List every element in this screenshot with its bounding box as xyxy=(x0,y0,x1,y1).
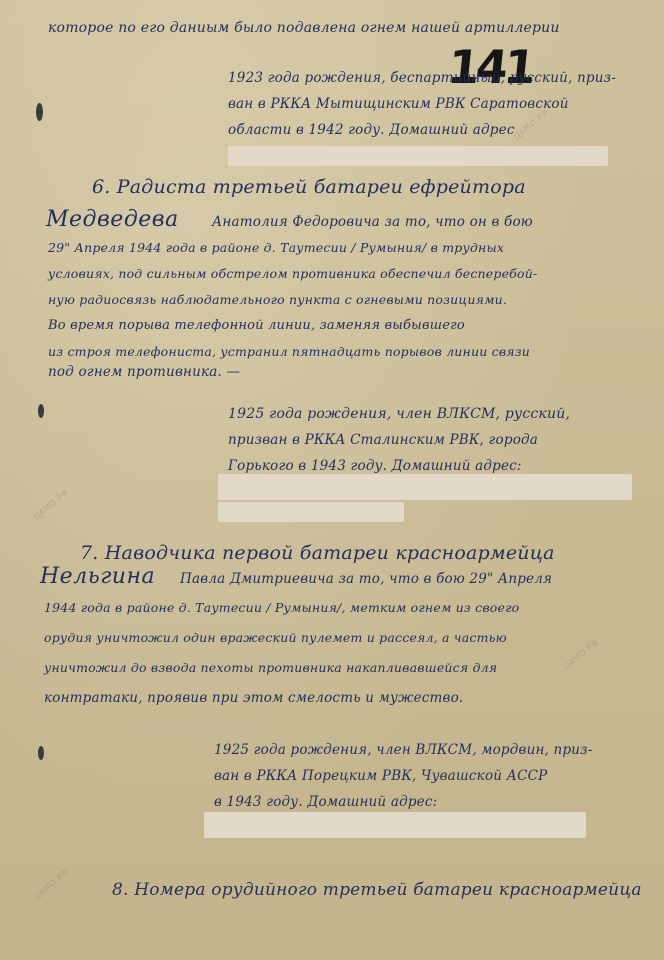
bio-line: в 1943 году. Домашний адрес: xyxy=(214,794,438,810)
body-line: 29" Апреля 1944 года в районе д. Таутесии / Румыния/ в трудных xyxy=(48,240,505,255)
watermark: ЦАМО РФ xyxy=(32,487,71,522)
redaction xyxy=(218,474,632,500)
bio-line: 1923 года рождения, беспартийный, русский, приз- xyxy=(228,70,616,86)
body-line: контратаки, проявив при этом смелость и мужество. xyxy=(44,690,464,706)
bio-line: 1925 года рождения, член ВЛКСМ, русский, xyxy=(228,406,571,422)
entry-heading: 7. Наводчика первой батареи красноармейца xyxy=(80,542,555,564)
body-line: орудия уничтожил один вражеский пулемет и рассеял, а частью xyxy=(44,630,507,645)
redaction xyxy=(228,146,608,166)
punch-mark xyxy=(38,746,44,760)
bio-line: области в 1942 году. Домашний адрес xyxy=(228,122,515,138)
bio-line: ван в РККА Мытищинским РВК Саратовской xyxy=(228,96,569,112)
soldier-name: Нельгина xyxy=(40,564,156,589)
watermark: ЦАМО РФ xyxy=(32,867,71,902)
punch-mark xyxy=(36,103,43,121)
entry-heading: 6. Радиста третьей батареи ефрейтора xyxy=(92,176,526,198)
body-line: Во время порыва телефонной линии, заменяя выбывшего xyxy=(48,318,465,333)
body-line: под огнем противника. — xyxy=(48,364,241,380)
body-line: из строя телефониста, устранил пятнадцать порывов линии связи xyxy=(48,344,531,359)
bio-line: призван в РККА Сталинским РВК, города xyxy=(228,432,539,448)
watermark: ЦАМО РФ xyxy=(512,107,551,142)
bio-line: ван в РККА Порецким РВК, Чувашской АССР xyxy=(214,768,548,784)
body-line: Павла Дмитриевича за то, что в бою 29" Апреля xyxy=(180,571,553,587)
punch-mark xyxy=(38,404,44,418)
redaction xyxy=(218,502,404,522)
body-line: 1944 года в районе д. Таутесии / Румыния/, метким огнем из своего xyxy=(44,600,520,615)
top-line: которое по его даниым было подавлена огнем нашей артиллерии xyxy=(48,20,560,36)
body-line: Анатолия Федоровича за то, что он в бою xyxy=(212,214,533,230)
body-line: ную радиосвязь наблюдательного пункта с огневыми позициями. xyxy=(48,292,508,307)
body-line: условиях, под сильным обстрелом противника обеспечил бесперебой- xyxy=(48,266,538,281)
bio-line: 1925 года рождения, член ВЛКСМ, мордвин, приз- xyxy=(214,742,593,758)
body-line: уничтожил до взвода пехоты противника накапливавшейся для xyxy=(44,660,498,675)
bio-line: Горького в 1943 году. Домашний адрес: xyxy=(228,458,522,474)
entry-heading: 8. Номера орудийного третьей батареи красноармейца xyxy=(112,880,642,900)
stamp-number: 141 xyxy=(445,40,535,94)
redaction xyxy=(204,812,586,838)
watermark: ЦАМО РФ xyxy=(562,637,601,672)
soldier-name: Медведева xyxy=(46,207,179,232)
